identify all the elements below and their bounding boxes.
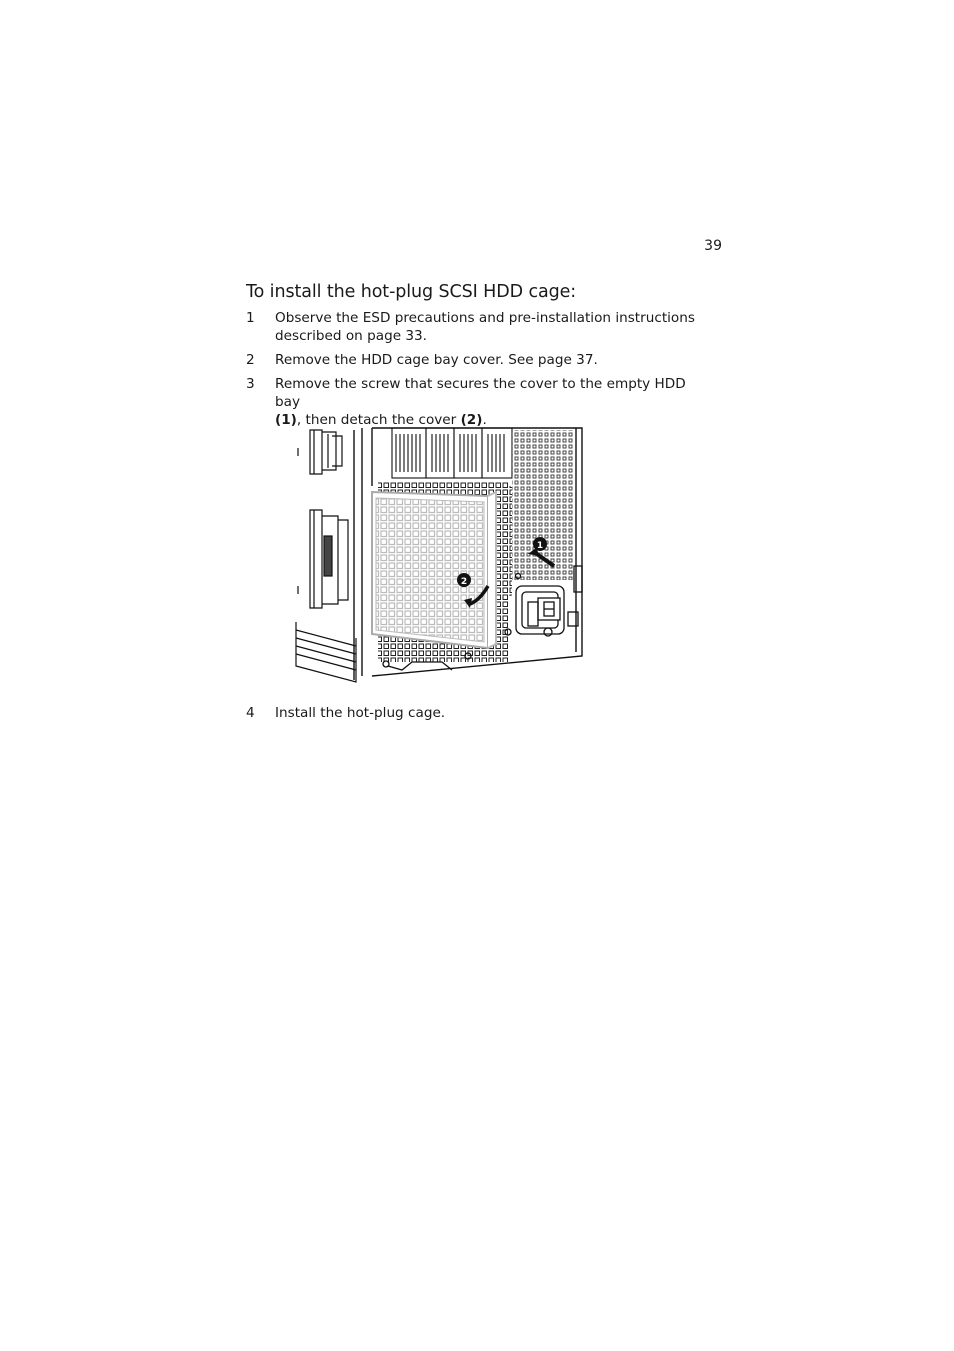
step-text-fragment: , then detach the cover	[296, 412, 461, 428]
step-text-line: Remove the screw that secures the cover to the empty HDD bay	[275, 376, 686, 410]
drive-bay-left	[298, 430, 348, 608]
callout-1-label: 1	[536, 541, 544, 551]
step-number: 4	[246, 705, 255, 721]
callout-ref-2: (2)	[460, 412, 483, 428]
bay-cover	[372, 492, 496, 648]
step-text-fragment: .	[482, 412, 487, 428]
step-text	[275, 309, 715, 345]
step-text-line: Observe the ESD precautions and pre-installation instructions	[275, 310, 695, 326]
hdd-cage-illustration-icon	[292, 426, 588, 684]
callout-2-label: 2	[460, 577, 468, 587]
step-text: Remove the HDD cage bay cover. See page 37.	[275, 352, 598, 368]
callout-ref-1: (1)	[275, 412, 297, 428]
section-title: To install the hot-plug SCSI HDD cage:	[246, 282, 577, 302]
step-number: 3	[246, 376, 255, 392]
step-number: 1	[246, 310, 255, 326]
step-text: Install the hot-plug cage.	[275, 705, 446, 721]
page-number: 39	[704, 238, 722, 254]
step-text-line: described on page 33.	[275, 328, 428, 344]
step-text	[275, 375, 715, 429]
step-number: 2	[246, 352, 255, 368]
